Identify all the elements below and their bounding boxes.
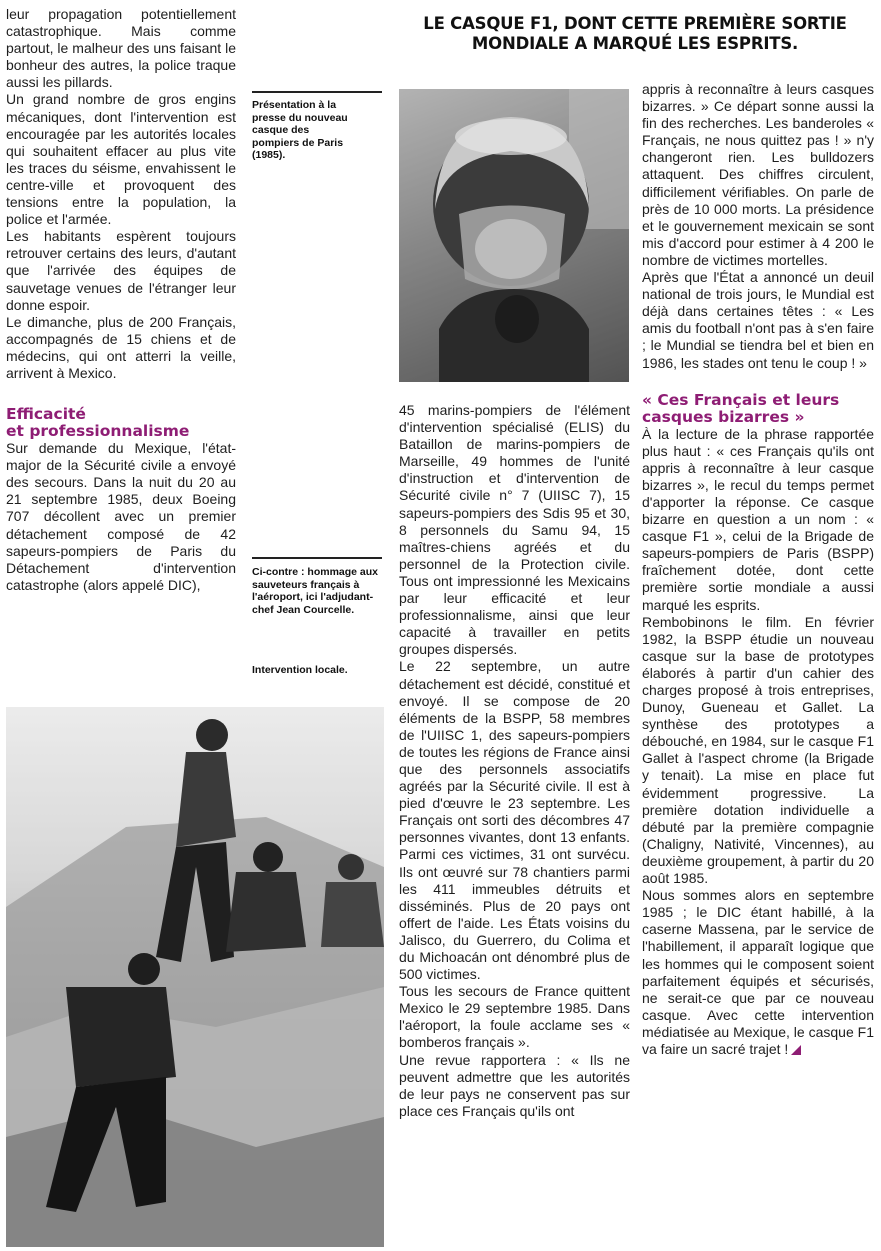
rescue-photo	[6, 707, 384, 1247]
helmet-photo	[399, 89, 629, 382]
column-3	[399, 402, 630, 1120]
paragraph: leur propagation potentiellement catastrophique. Mais comme partout, le malheur des uns faisant le bonheur des autres, la police traque aussi les pillards.	[6, 6, 236, 91]
paragraph: Sur demande du Mexique, l'état-major de la Sécurité civile a envoyé des secours. Dans la nuit du 20 au 21 septembre 1985, deux Boeing 707 décollent avec un premier détachement composé de 42 sapeurs-pompiers de Paris du Détachement d'intervention catastrophe (alors appelé DIC),	[6, 440, 236, 593]
paragraph: Un grand nombre de gros engins mécaniques, dont l'intervention est encouragée par les autorités locales qui souhaitent effacer au plus vite les traces du séisme, envahissent le centre-ville et provoquent des tensions entre la population, la police et l'armée.	[6, 91, 236, 228]
end-of-article-icon	[791, 1045, 801, 1055]
caption-local-intervention: Intervention locale.	[252, 664, 348, 676]
caption-rule	[252, 91, 382, 93]
paragraph: Après que l'État a annoncé un deuil national de trois jours, le Mundial est déjà dans certaines têtes : « Les amis du football n'ont pas à s'en faire ; le Mundial se tiendra bel et bien en 1986, les stades ont tenu le coup ! »	[642, 269, 874, 371]
paragraph-final	[642, 887, 874, 1058]
article-headline: LE CASQUE F1, DONT CETTE PREMIÈRE SORTIE MONDIALE A MARQUÉ LES ESPRITS.	[423, 14, 847, 53]
subhead-line: « Ces Français et leurs	[642, 390, 840, 409]
paragraph-text: Nous sommes alors en septembre 1985 ; le DIC étant habillé, à la caserne Massena, par le service de l'habillement, il apparaît logique que les hommes qui le composent soient parfaitement équipés et sécurisés, ne serait-ce que par ce nouveau casque. Avec cette intervention médiatisée au Mexique, le casque F1 va faire un sacré trajet !	[642, 887, 874, 1057]
paragraph: Rembobinons le film. En février 1982, la BSPP étudie un nouveau casque sur la base de prototypes élaborés à partir d'un cahier des charges proposé à trois entreprises, Dunoy, Gueneau et Gallet. La synthèse des prototypes a débouché, en 1984, sur le casque F1 Gallet à l'aspect chrome (la Brigade y tenait). La mise en place fut évidemment progressive. La première dotation individuelle a débuté par la première compagnie (Chaligny, Nativité, Vincennes), au deuxième groupement, à partir du 20 août 1985.	[642, 613, 874, 887]
helmet-illustration	[399, 89, 629, 382]
paragraph: Une revue rapportera : « Ils ne peuvent admettre que les autorités de leur pays ne conservent pas sur place ces Français qu'ils ont	[399, 1051, 630, 1119]
paragraph: Tous les secours de France quittent Mexico le 29 septembre 1985. Dans l'aéroport, la foule acclame ses « bomberos français ».	[399, 983, 630, 1051]
caption-press-presentation: Présentation à la presse du nouveau casque des pompiers de Paris (1985).	[252, 99, 348, 162]
paragraph: À la lecture de la phrase rapportée plus haut : « ces Français qu'ils ont appris à reconnaître à leur casque bizarres », le recul du temps permet d'apporter la réponse. Ce casque bizarre en question a un nom : « casque F1 », celui de la Brigade de sapeurs-pompiers de Paris (BSPP) fraîchement dotée, dont cette première sortie mondiale a aussi marqué les esprits.	[642, 425, 874, 613]
paragraph: Le dimanche, plus de 200 Français, accompagnés de 15 chiens et de médecins, qui ont atterri la veille, arrivent à Mexico.	[6, 313, 236, 381]
subhead-line: Efficacité	[6, 405, 86, 424]
subhead-efficacite	[6, 406, 236, 440]
caption-airport-tribute: Ci-contre : hommage aux sauveteurs français à l'aéroport, ici l'adjudant-chef Jean Courcelle.	[252, 566, 379, 616]
subhead-casques-bizarres	[642, 392, 874, 426]
paragraph: Les habitants espèrent toujours retrouver certains des leurs, d'autant que l'arrivée des équipes de sauvetage venues de l'étranger leur donne espoir.	[6, 228, 236, 313]
subhead-line: casques bizarres »	[642, 407, 805, 426]
column-1	[6, 6, 236, 594]
column-4	[642, 81, 874, 1058]
caption-rule	[252, 557, 382, 559]
rescue-illustration	[6, 707, 384, 1247]
paragraph: appris à reconnaître à leurs casques bizarres. » Ce départ sonne aussi la fin des recherches. Les banderoles « Français, ne nous quittez pas ! » n'y changeront rien. Les bulldozers attaquent. Des chiffres circulent, difficilement vérifiables. On parle de près de 10 000 morts. La présidence et le gouvernement mexicain se sont mis d'accord pour estimer à 4 200 le nombre de victimes mortelles.	[642, 81, 874, 268]
paragraph: Le 22 septembre, un autre détachement est décidé, constitué et envoyé. Il se compose de 20 éléments de la BSPP, 58 membres de l'UIISC 1, des sapeurs-pompiers de toutes les régions de France ainsi que des personnels associatifs agréés par la Sécurité civile. Il est à pied d'œuvre le 23 septembre. Les Français ont sorti des décombres 47 personnes vivantes, dont 13 enfants. Parmi ces victimes, 31 ont survécu. Ils ont œuvré sur 78 chantiers parmi les 411 immeubles détruits et disséminés. Plus de 20 pays ont offert de l'aide. Les États voisins du Jalisco, du Guerrero, du Colima et du Michoacán ont dénombré plus de 500 victimes.	[399, 658, 630, 983]
paragraph: 45 marins-pompiers de l'élément d'intervention spécialisé (ELIS) du Bataillon de marins-pompiers de Marseille, 49 hommes de l'unité d'instruction et d'intervention de Sécurité civile n° 7 (UIISC 7), 15 sapeurs-pompiers des Sdis 95 et 30, 8 personnels du Samu 94, 15 maîtres-chiens agréés et du personnel de la Protection civile. Tous ont impressionné les Mexicains par leur efficacité et leur professionnalisme, ainsi que leur capacité à travailler en petits groupes dispersés.	[399, 402, 630, 658]
subhead-line: et professionnalisme	[6, 422, 190, 441]
